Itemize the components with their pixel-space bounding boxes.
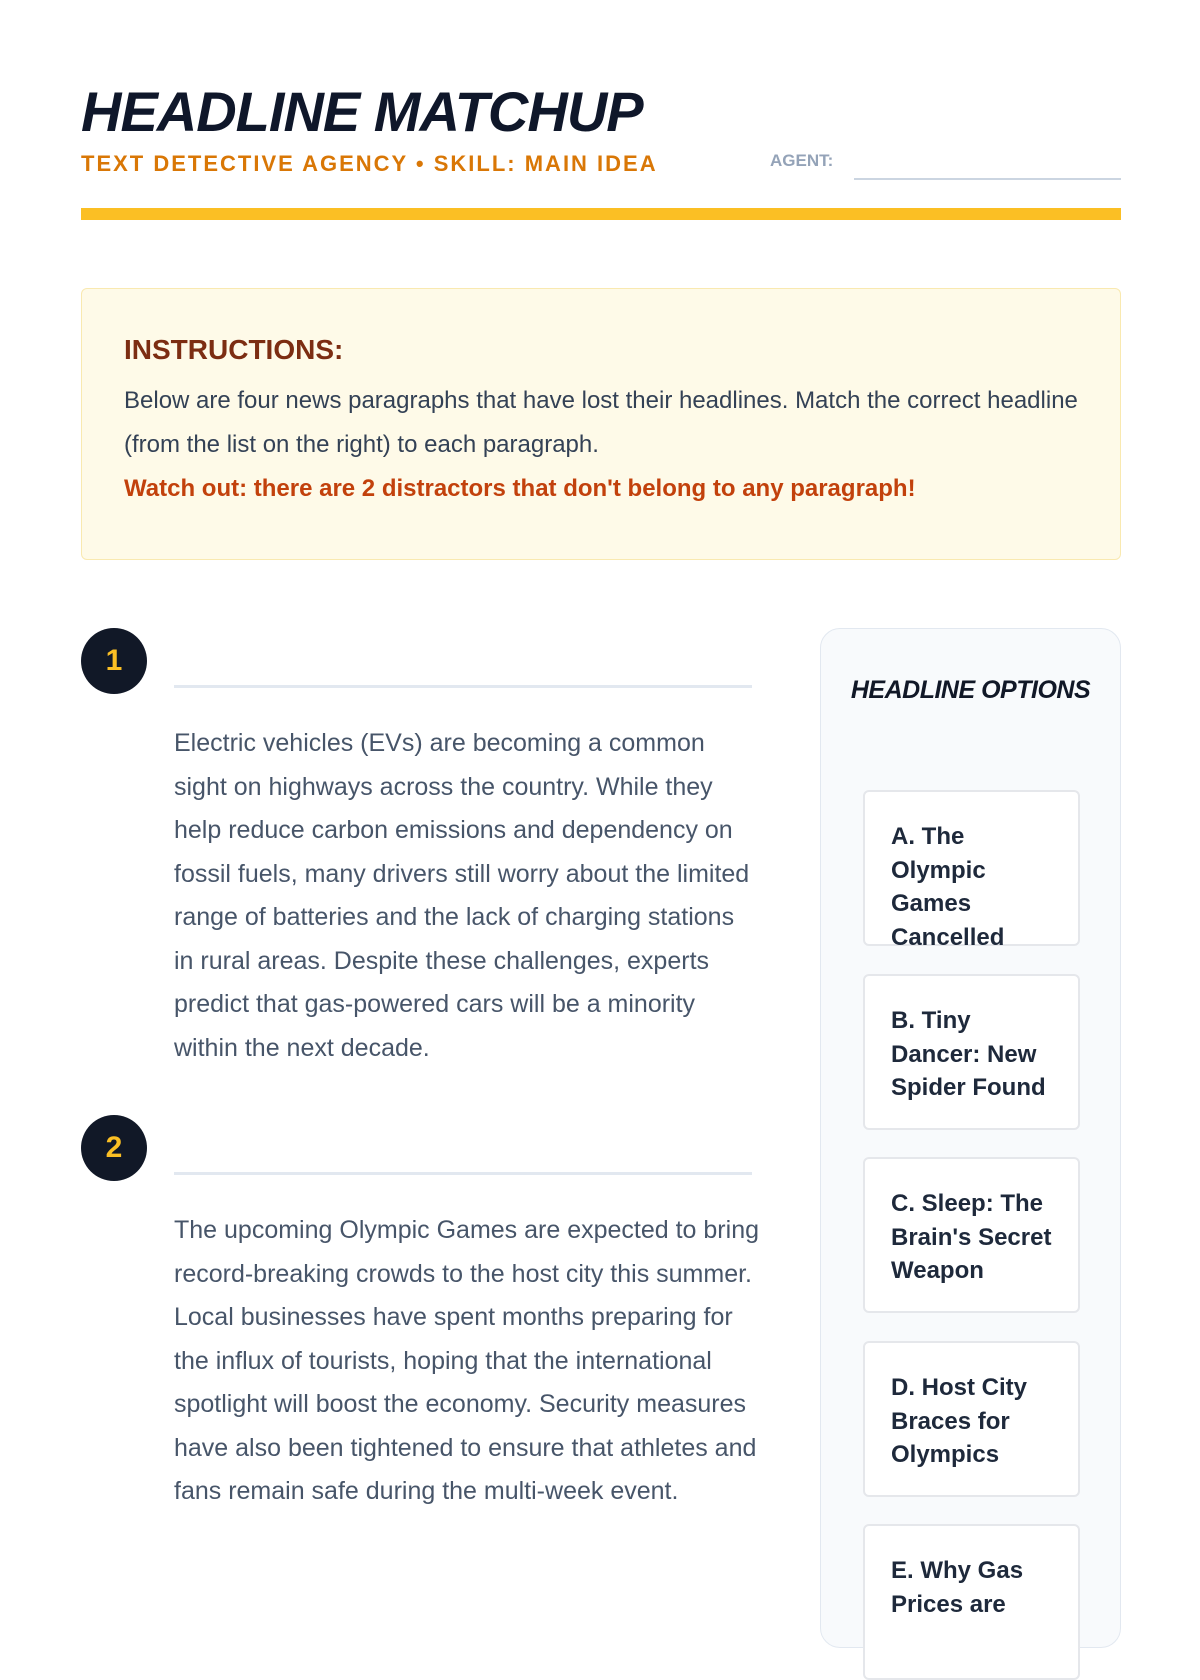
headline-answer-line[interactable] xyxy=(174,1172,752,1175)
headline-option-e[interactable]: E. Why Gas Prices are xyxy=(863,1524,1080,1680)
headline-option-b[interactable]: B. Tiny Dancer: New Spider Found xyxy=(863,974,1080,1130)
agent-label: AGENT: xyxy=(770,151,834,170)
paragraph-number: 1 xyxy=(81,628,147,694)
paragraph-item xyxy=(81,1115,759,1545)
options-title: HEADLINE OPTIONS xyxy=(850,676,1091,704)
instructions-title: INSTRUCTIONS: xyxy=(124,334,344,365)
agent-name-field[interactable] xyxy=(854,178,1121,180)
instructions-box xyxy=(81,288,1121,560)
paragraph-item xyxy=(81,628,751,1062)
paragraph-text: Electric vehicles (EVs) are becoming a common sight on highways across the country. While they help reduce carbon emissions and dependency on fossil fuels, many drivers still worry about the limited range of batteries and the lack of charging stations in rural areas. Despite these challenges, experts predict that gas-powered cars will be a minority within the next decade. xyxy=(174,729,750,1062)
headline-answer-line[interactable] xyxy=(174,685,752,688)
header-divider xyxy=(81,208,1121,220)
headline-option-c[interactable]: C. Sleep: The Brain's Secret Weapon xyxy=(863,1157,1080,1313)
instructions-warning: Watch out: there are 2 distractors that don't belong to any paragraph! xyxy=(124,475,916,502)
instructions-body: Below are four news paragraphs that have lost their headlines. Match the correct headline (from the list on the right) to each paragraph. xyxy=(124,387,1078,458)
headline-option-d[interactable]: D. Host City Braces for Olympics xyxy=(863,1341,1080,1497)
paragraph-text: The upcoming Olympic Games are expected to bring record-breaking crowds to the host city this summer. Local businesses have spent months preparing for the influx of tourists, hoping that the international spotlight will boost the economy. Security measures have also been tightened to ensure that athletes and fans remain safe during the multi-week event. xyxy=(174,1216,759,1505)
page-subtitle: TEXT DETECTIVE AGENCY • SKILL: MAIN IDEA xyxy=(81,151,658,176)
headline-options-panel xyxy=(820,628,1121,1648)
page-title: HEADLINE MATCHUP xyxy=(81,80,643,143)
paragraph-number: 2 xyxy=(81,1115,147,1181)
headline-option-a[interactable]: A. The Olympic Games Cancelled xyxy=(863,790,1080,946)
